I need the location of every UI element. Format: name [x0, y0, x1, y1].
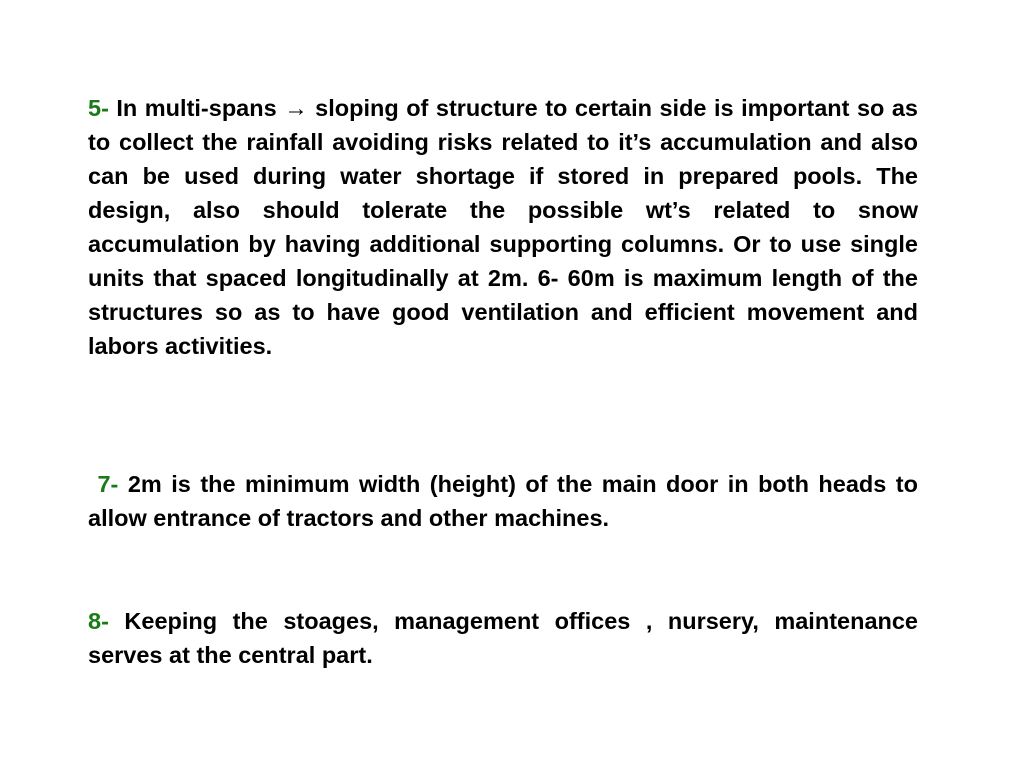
item-number: 5- [88, 95, 109, 121]
item-number: 8- [88, 608, 109, 634]
paragraph-text: In multi-spans → sloping of structure to certain side is important so as to collect the rainfall avoiding risks related to it’s accumulation and also can be used during water shortage if stored in prepared pools. The design, also should tolerate the possible wt’s related to snow accumulation by having additional supporting columns. Or to use single units that spaced longitudinally at 2m. 6- 60m is maximum length of the structures so as to have good ventilation and efficient movement and labors activities. [88, 95, 918, 359]
paragraph-text: Keeping the stoages, management offices , nursery, maintenance serves at the central part. [88, 608, 919, 668]
paragraph-text: 2m is the minimum width (height) of the main door in both heads to allow entrance of tractors and other machines. [88, 471, 918, 531]
paragraph-8 [88, 604, 918, 672]
paragraph-7 [88, 467, 918, 535]
item-number: 7- [97, 471, 119, 497]
paragraph-5 [88, 91, 918, 363]
